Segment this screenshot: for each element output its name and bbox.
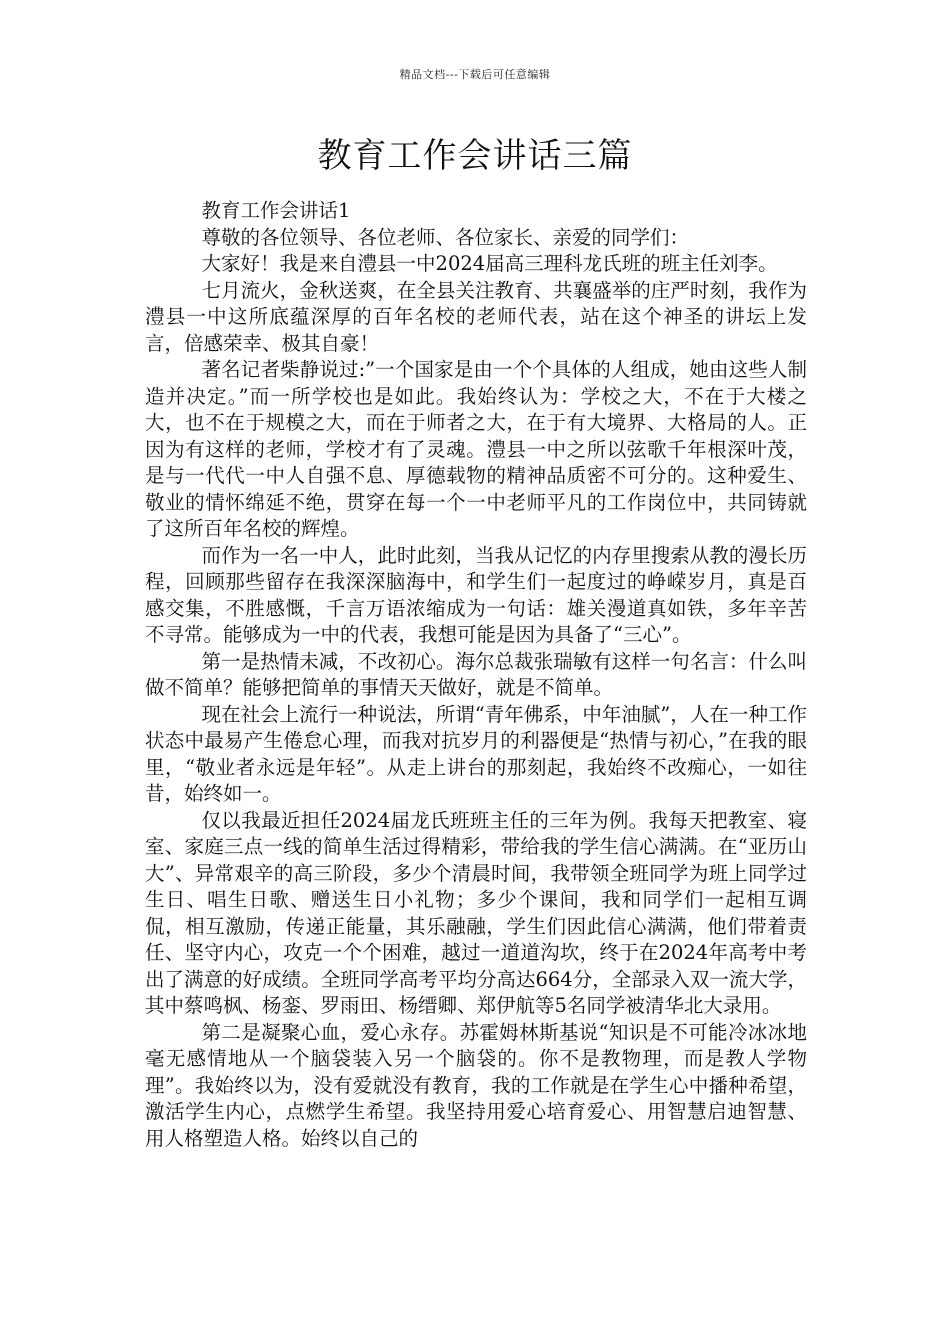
- paragraph: 仅以我最近担任2024届龙氏班班主任的三年为例。我每天把教室、寝室、家庭三点一线的简单生活过得精彩，带给我的学生信心满满。在“亚历山大”、异常艰辛的高三阶段，多少个清晨时间，我带领全班同学为班上同学过生日、唱生日歌、赠送生日小礼物；多少个课间，我和同学们一起相互调侃，相互激励，传递正能量，其乐融融，学生们因此信心满满，他们带着责任、坚守内心，攻克一个个困难，越过一道道沟坎，终于在2024年高考中考出了满意的好成绩。全班同学高考平均分高达664分，全部录入双一流大学，其中蔡鸣枫、杨銮、罗雨田、杨缙卿、郑伊航等5名同学被清华北大录用。: [145, 808, 807, 1017]
- paragraph: 第一是热情未减，不改初心。海尔总裁张瑞敏有这样一句名言：什么叫做不简单？能够把简单的事情天天做好，就是不简单。: [145, 649, 807, 699]
- paragraph: 第二是凝聚心血，爱心永存。苏霍姆林斯基说“知识是不可能冷冰冰地毫无感情地从一个脑袋装入另一个脑袋的。你不是教物理，而是教人学物理”。我始终以为，没有爱就没有教育，我的工作就是在学生心中播种希望，激活学生内心，点燃学生希望。我坚持用爱心培育爱心、用智慧启迪智慧、用人格塑造人格。始终以自己的: [145, 1020, 807, 1150]
- paragraph: 现在社会上流行一种说法，所谓“青年佛系，中年油腻”，人在一种工作状态中最易产生倦怠心理，而我对抗岁月的利器便是“热情与初心，”在我的眼里，“敬业者永远是年轻”。从走上讲台的那刻起，我始终不改痴心，一如往昔，始终如一。: [145, 702, 807, 805]
- paragraph: 著名记者柴静说过:”一个国家是由一个个具体的人组成，她由这些人制造并决定。”而一所学校也是如此。我始终认为：学校之大，不在于大楼之大，也不在于规模之大，而在于师者之大，在于有大境界、大格局的人。正因为有这样的老师，学校才有了灵魂。澧县一中之所以弦歌千年根深叶茂，是与一代代一中人自强不息、厚德载物的精神品质密不可分的。这种爱生、敬业的情怀绵延不绝，贯穿在每一个一中老师平凡的工作岗位中，共同铸就了这所百年名校的辉煌。: [145, 358, 807, 540]
- paragraph: 而作为一名一中人，此时此刻，当我从记忆的内存里搜索从教的漫长历程，回顾那些留存在我深深脑海中，和学生们一起度过的峥嵘岁月，真是百感交集，不胜感慨，千言万语浓缩成为一句话：雄关漫道真如铁，多年辛苦不寻常。能够成为一中的代表，我想可能是因为具备了“三心”。: [145, 543, 807, 646]
- header-note: 精品文档---下载后可任意编辑: [399, 68, 551, 81]
- document-body: [145, 198, 807, 1152]
- document-title: 教育工作会讲话三篇: [317, 136, 633, 176]
- section-heading: 教育工作会讲话1: [201, 199, 351, 222]
- paragraph: 七月流火，金秋送爽，在全县关注教育、共襄盛举的庄严时刻，我作为澧县一中这所底蕴深厚的百年名校的老师代表，站在这个神圣的讲坛上发言，倍感荣幸、极其自豪！: [145, 278, 807, 355]
- paragraph: 大家好！我是来自澧县一中2024届高三理科龙氏班的班主任刘李。: [201, 252, 778, 275]
- salutation: 尊敬的各位领导、各位老师、各位家长、亲爱的同学们：: [201, 225, 690, 249]
